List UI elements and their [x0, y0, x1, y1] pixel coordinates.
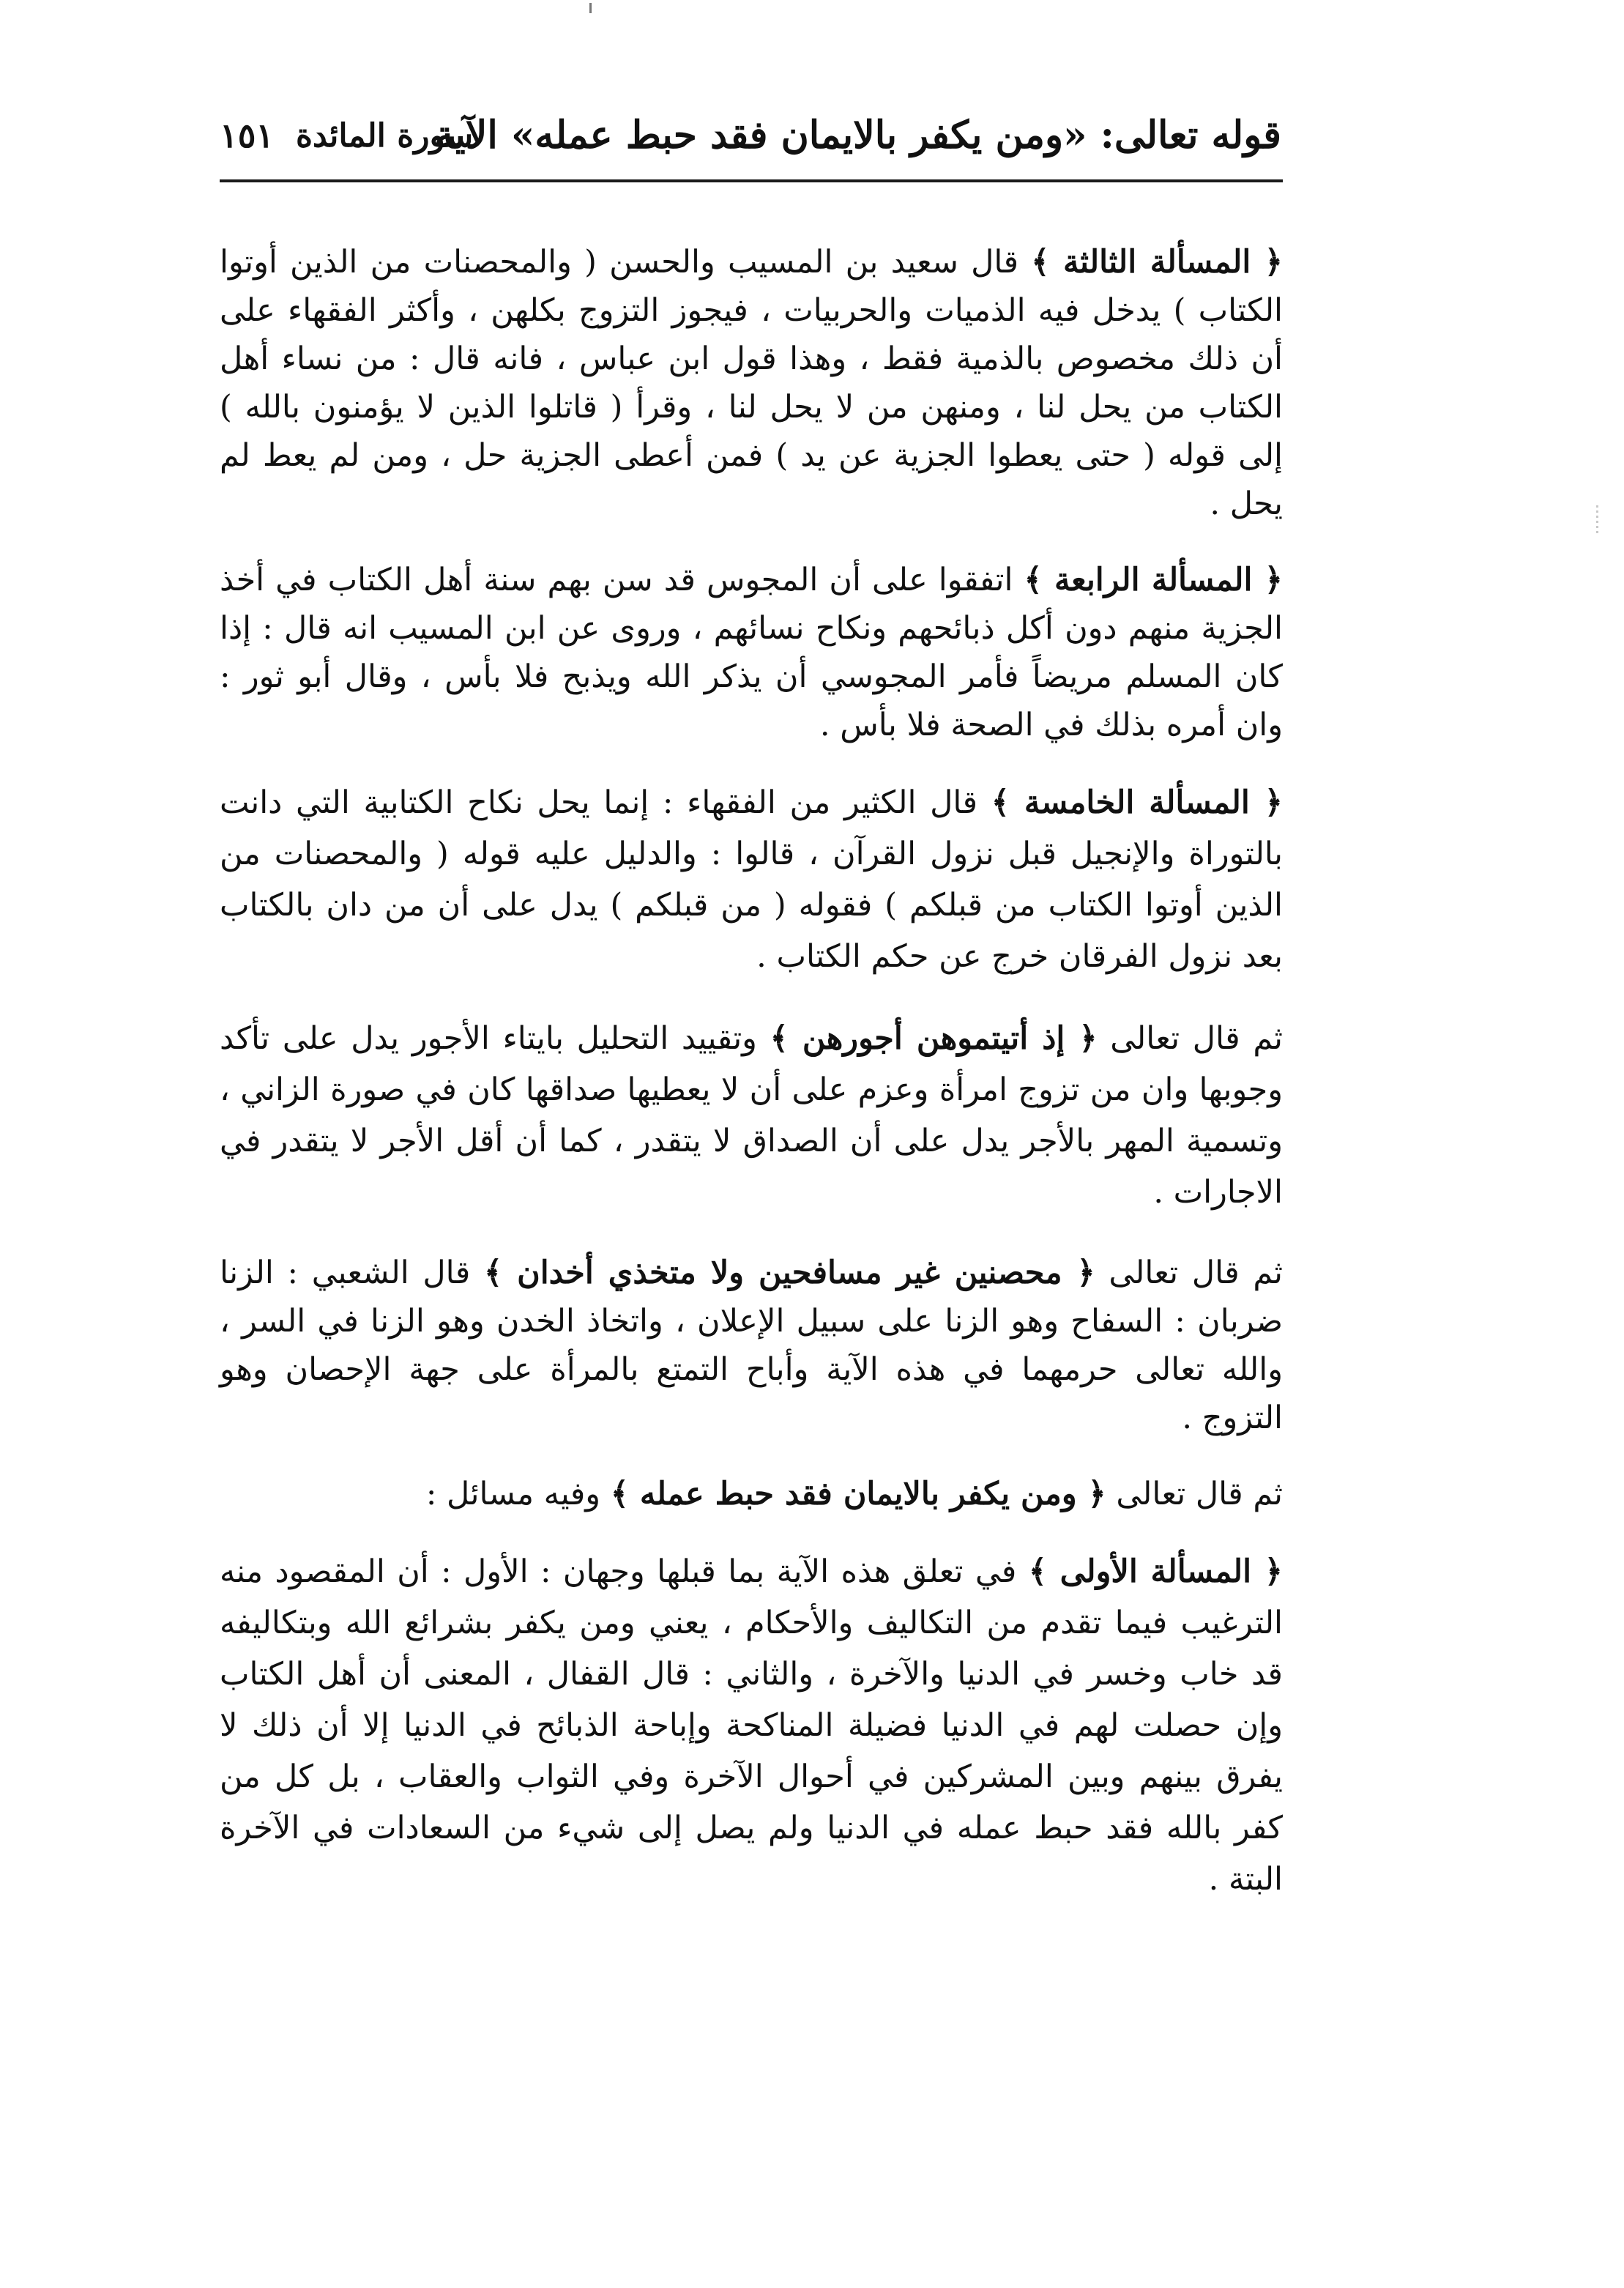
paragraph-verse-chastity — [220, 1249, 1283, 1442]
paragraph-first-issue — [220, 1546, 1283, 1905]
main-text — [220, 238, 1283, 1936]
paragraph-text: وتقييد التحليل بايتاء الأجور يدل على تأكد وجوبها وان من تزوج امرأة وعزم على أن لا يعطيها صداقها كان في صورة الزاني ، وتسمية المهر بالأجر يدل على أن الصداق لا يتقدر ، كما أن أقل الأجر لا يتقدر في الاجارات . — [220, 1020, 1283, 1211]
scan-margin-speck — [1596, 505, 1598, 535]
issue-heading: ﴿ المسألة الرابعة ﴾ — [1024, 562, 1283, 598]
verse-intro: ثم قال تعالى — [1106, 1476, 1283, 1512]
verse-intro: ثم قال تعالى — [1097, 1020, 1283, 1057]
paragraph-verse-dowries — [220, 1013, 1283, 1218]
header-surah-name: سورة المائدة — [296, 117, 474, 155]
paragraph-verse-disbelief — [220, 1470, 1283, 1518]
verse-quote: ﴿ ومن يكفر بالايمان فقد حبط عمله ﴾ — [610, 1476, 1106, 1512]
header-title: قوله تعالى: «ومن يكفر بالايمان فقد حبط عمله» الآية — [434, 113, 1281, 157]
paragraph-third-issue — [220, 238, 1283, 528]
paragraph-text: وفيه مسائل : — [425, 1476, 611, 1512]
paragraph-fourth-issue — [220, 556, 1283, 749]
scan-artifact-mark — [589, 3, 592, 13]
verse-quote: ﴿ إذ أتيتموهن أجورهن ﴾ — [770, 1020, 1098, 1057]
paragraph-text: قال الشعبي : الزنا ضربان : السفاح وهو الزنا على سبيل الإعلان ، واتخاذ الخدن وهو الزنا في السر ، والله تعالى حرمهما في هذه الآية وأباح التمتع بالمرأة على جهة الإحصان وهو التزوج . — [220, 1255, 1283, 1436]
issue-heading: ﴿ المسألة الخامسة ﴾ — [991, 784, 1283, 821]
paragraph-text: في تعلق هذه الآية بما قبلها وجهان : الأول : أن المقصود منه الترغيب فيما تقدم من التكاليف والأحكام ، يعني ومن يكفر بشرائع الله وبتكاليفه قد خاب وخسر في الدنيا والآخرة ، والثاني : قال القفال ، المعنى أن أهل الكتاب وإن حصلت لهم في الدنيا فضيلة المناكحة وإباحة الذبائح في الدنيا إلا أن ذلك لا يفرق بينهم وبين المشركين في أحوال الآخرة وفي الثواب والعقاب ، بل كل من كفر بالله فقد حبط عمله في الدنيا ولم يصل إلى شيء من السعادات في الآخرة البتة . — [220, 1553, 1283, 1898]
page-number: ١٥١ — [220, 116, 275, 155]
verse-quote: ﴿ محصنين غير مسافحين ولا متخذي أخدان ﴾ — [483, 1255, 1095, 1291]
paragraph-text: اتفقوا على أن المجوس قد سن بهم سنة أهل الكتاب في أخذ الجزية منهم دون أكل ذبائحهم ونكاح نسائهم ، وروى عن ابن المسيب انه قال : إذا كان المسلم مريضاً فأمر المجوسي أن يذكر الله ويذبح فلا بأس ، وقال أبو ثور : وان أمره بذلك في الصحة فلا بأس . — [220, 562, 1283, 743]
header-divider — [220, 179, 1283, 182]
running-header — [220, 110, 1281, 171]
issue-heading: ﴿ المسألة الثالثة ﴾ — [1031, 244, 1283, 281]
paragraph-fifth-issue — [220, 777, 1283, 982]
paragraph-text: قال الكثير من الفقهاء : إنما يحل نكاح الكتابية التي دانت بالتوراة والإنجيل قبل نزول القرآن ، قالوا : والدليل عليه قوله ( والمحصنات من الذين أوتوا الكتاب من قبلكم ) فقوله ( من قبلكم ) يدل على أن من دان بالكتاب بعد نزول الفرقان خرج عن حكم الكتاب . — [220, 784, 1283, 975]
paragraph-text: قال سعيد بن المسيب والحسن ( والمحصنات من الذين أوتوا الكتاب ) يدخل فيه الذميات والحربيات ، فيجوز التزوج بكلهن ، وأكثر الفقهاء على أن ذلك مخصوص بالذمية فقط ، وهذا قول ابن عباس ، فانه قال : من نساء أهل الكتاب من يحل لنا ، ومنهن من لا يحل لنا ، وقرأ ( قاتلوا الذين لا يؤمنون بالله ) إلى قوله ( حتى يعطوا الجزية عن يد ) فمن أعطى الجزية حل ، ومن لم يعط لم يحل . — [220, 244, 1283, 522]
verse-intro: ثم قال تعالى — [1095, 1255, 1283, 1291]
issue-heading: ﴿ المسألة الأولى ﴾ — [1028, 1553, 1283, 1590]
